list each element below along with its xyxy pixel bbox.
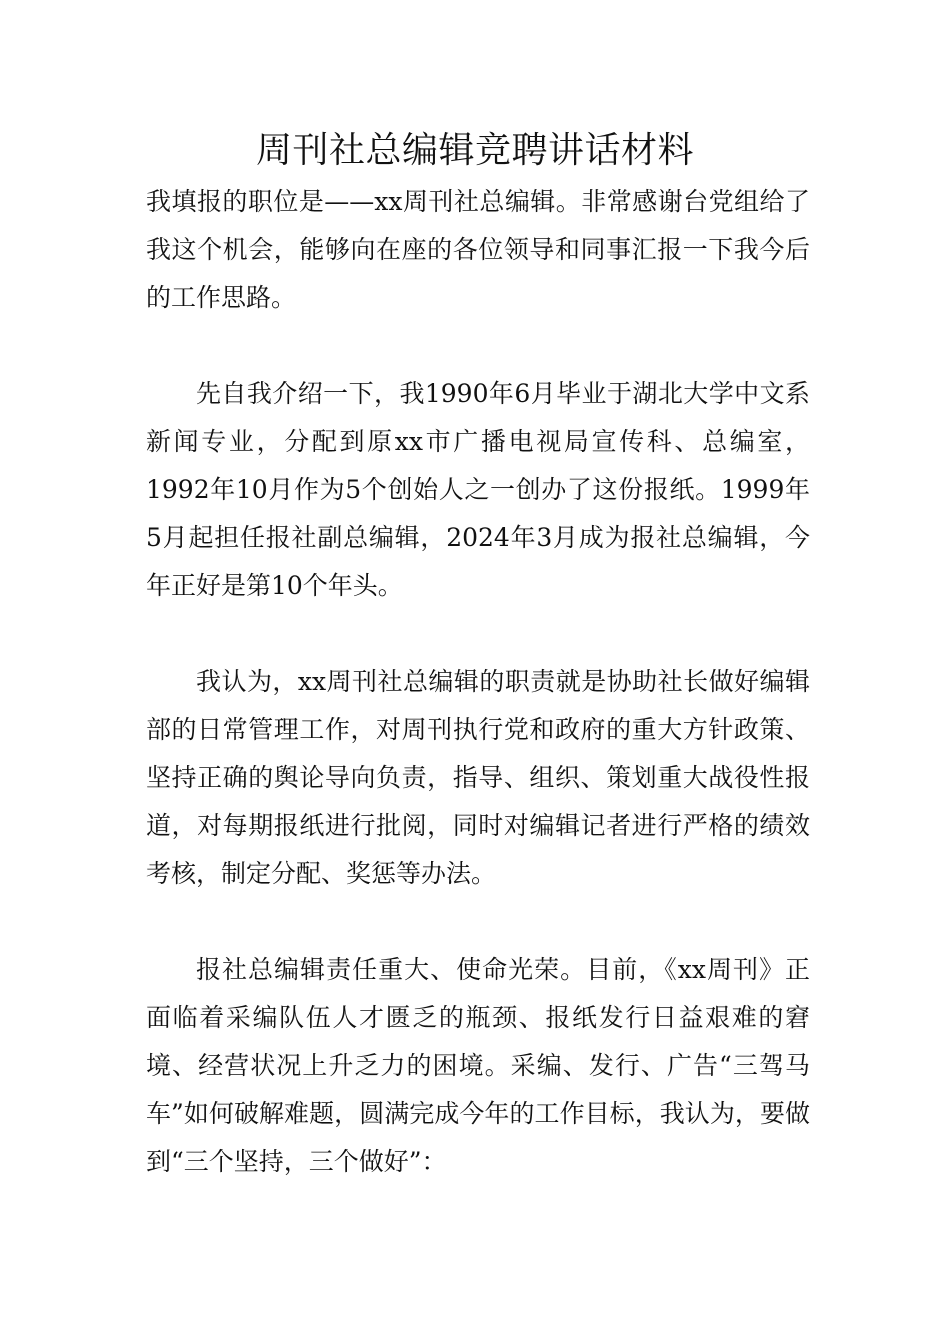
document-body bbox=[146, 178, 810, 1186]
paragraph-intro: 我填报的职位是——xx周刊社总编辑。非常感谢台党组给了我这个机会，能够向在座的各位领导和同事汇报一下我今后的工作思路。 bbox=[146, 187, 810, 312]
paragraph-responsibilities: 我认为，xx周刊社总编辑的职责就是协助社长做好编辑部的日常管理工作，对周刊执行党和政府的重大方针政策、坚持正确的舆论导向负责，指导、组织、策划重大战役性报道，对每期报纸进行批阅，同时对编辑记者进行严格的绩效考核，制定分配、奖惩等办法。 bbox=[146, 667, 810, 888]
paragraph-self-introduction: 先自我介绍一下，我1990年6月毕业于湖北大学中文系新闻专业，分配到原xx市广播电视局宣传科、总编室，1992年10月作为5个创始人之一创办了这份报纸。1999年5月起担任报社副总编辑，2024年3月成为报社总编辑，今年正好是第10个年头。 bbox=[146, 379, 810, 600]
paragraph-spacer bbox=[146, 898, 810, 946]
paragraph-challenges: 报社总编辑责任重大、使命光荣。目前，《xx周刊》正面临着采编队伍人才匮乏的瓶颈、报纸发行日益艰难的窘境、经营状况上升乏力的困境。采编、发行、广告“三驾马车”如何破解难题，圆满完成今年的工作目标，我认为，要做到“三个坚持，三个做好”： bbox=[146, 955, 810, 1176]
paragraph-spacer bbox=[146, 610, 810, 658]
paragraph-spacer bbox=[146, 322, 810, 370]
document-title: 周刊社总编辑竞聘讲话材料 bbox=[255, 130, 694, 171]
